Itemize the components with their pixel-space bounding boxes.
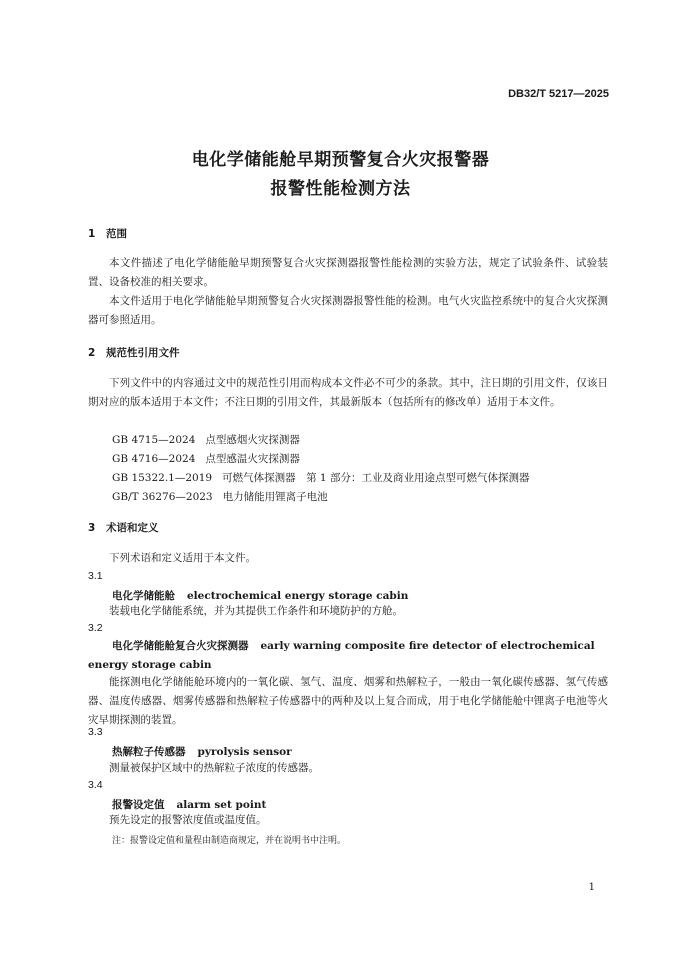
reference-code: GB 4715—2024 [112,434,196,446]
document-title-line1: 电化学储能舱早期预警复合火灾报警器 [191,150,490,170]
term-english: electrochemical energy storage cabin [187,590,409,602]
section-number: 2 [88,347,96,359]
standard-number: DB32/T 5217—2025 [508,88,609,100]
reference-code: GB 15322.1—2019 [112,472,213,484]
term-definition: 装载电化学储能系统，并为其提供工作条件和环境防护的方舱。 [109,605,403,617]
terms-intro: 下列术语和定义适用于本文件。 [109,552,256,564]
reference-code: GB/T 36276—2023 [112,491,213,503]
document-title-line2: 报警性能检测方法 [270,179,411,199]
section-title: 范围 [106,228,127,240]
reference-title: 点型感烟火灾探测器 [205,434,300,446]
term-chinese: 电化学储能舱复合火灾探测器 [112,640,249,652]
section-title: 规范性引用文件 [106,347,180,359]
term-chinese: 电化学储能舱 [112,590,175,602]
term-chinese: 报警设定值 [112,799,165,811]
term-heading [112,797,266,812]
term-heading [112,588,408,603]
term-definition: 能探测电化学储能舱环境内的一氧化碳、氢气、温度、烟雾和热解粒子，一般由一氧化碳传感器、氢气传感器、温度传感器、烟雾传感器和热解粒子传感器中的两种及以上复合而成，用于电化学储能舱中锂离子电池等火灾早期探测的装置。 [88,676,608,726]
term-number: 3.2 [88,622,103,634]
reference-title: 点型感温火灾探测器 [205,453,300,465]
term-note: 注：报警设定值和量程由制造商规定，并在说明书中注明。 [112,836,347,846]
term-heading [112,744,292,759]
term-english: early warning composite fire detector of electrochemical energy storage cabin [88,640,595,671]
scope-paragraph-1: 本文件描述了电化学储能舱早期预警复合火灾探测器报警性能检测的实验方法，规定了试验条件、试验装置、设备校准的相关要求。 [88,257,608,288]
section-number: 1 [88,228,96,240]
reference-item [112,432,300,447]
reference-code: GB 4716—2024 [112,453,196,465]
section-title: 术语和定义 [106,522,159,534]
reference-item [112,470,529,485]
term-number: 3.4 [88,779,103,791]
section-number: 3 [88,522,96,534]
reference-item [112,451,300,466]
page-number: 1 [588,882,595,893]
term-definition: 预先设定的报警浓度值或温度值。 [109,814,267,826]
references-intro: 下列文件中的内容通过文中的规范性引用而构成本文件必不可少的条款。其中，注日期的引用文件，仅该日期对应的版本适用于本文件；不注日期的引用文件，其最新版本（包括所有的修改单）适用于本文件。 [88,377,608,408]
term-english: pyrolysis sensor [197,746,292,758]
term-number: 3.3 [88,726,103,738]
reference-item [112,489,328,504]
scope-paragraph-2: 本文件适用于电化学储能舱早期预警复合火灾探测器报警性能的检测。电气火灾监控系统中的复合火灾探测器可参照适用。 [88,295,608,326]
section-heading-terms [88,520,159,535]
term-heading [88,637,608,675]
section-heading-normative-references [88,345,180,360]
reference-title: 电力储能用锂离子电池 [222,491,328,503]
term-number: 3.1 [88,570,103,582]
term-english: alarm set point [176,799,267,811]
reference-title: 可燃气体探测器 第 1 部分：工业及商业用途点型可燃气体探测器 [222,472,530,484]
term-chinese: 热解粒子传感器 [112,746,186,758]
section-heading-scope [88,226,127,241]
term-definition: 测量被保护区域中的热解粒子浓度的传感器。 [109,762,319,774]
